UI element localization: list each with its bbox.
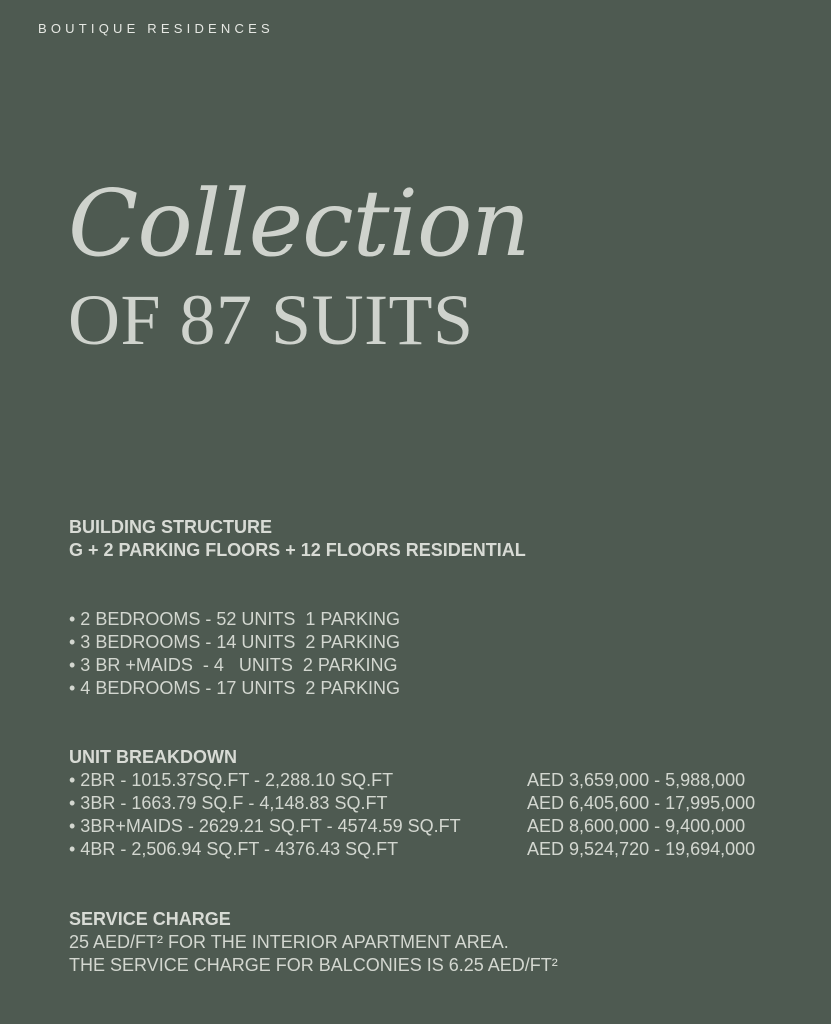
service-charge-section xyxy=(69,908,558,977)
breakdown-row xyxy=(69,769,779,792)
unit-breakdown-section xyxy=(69,746,779,861)
hero-title: OF 87 SUITS xyxy=(68,280,474,360)
brand-label: BOUTIQUE RESIDENCES xyxy=(38,21,274,36)
building-structure-heading: BUILDING STRUCTURE xyxy=(69,517,272,537)
service-charge-heading: SERVICE CHARGE xyxy=(69,909,231,929)
building-structure-detail: G + 2 PARKING FLOORS + 12 FLOORS RESIDENTIAL xyxy=(69,540,526,560)
breakdown-row xyxy=(69,838,779,861)
unit-count-list xyxy=(69,608,400,700)
breakdown-size: • 2BR - 1015.37SQ.FT - 2,288.10 SQ.FT xyxy=(69,770,394,790)
breakdown-price: AED 6,405,600 - 17,995,000 xyxy=(527,793,756,813)
breakdown-row xyxy=(69,792,779,815)
breakdown-size: • 3BR+MAIDS - 2629.21 SQ.FT - 4574.59 SQ.FT xyxy=(69,816,461,836)
list-item: • 3 BR +MAIDS - 4 UNITS 2 PARKING xyxy=(69,655,398,675)
service-charge-balconies: THE SERVICE CHARGE FOR BALCONIES IS 6.25 AED/FT² xyxy=(69,955,558,975)
service-charge-interior: 25 AED/FT² FOR THE INTERIOR APARTMENT AREA. xyxy=(69,932,509,952)
breakdown-price: AED 8,600,000 - 9,400,000 xyxy=(527,816,746,836)
list-item: • 4 BEDROOMS - 17 UNITS 2 PARKING xyxy=(69,678,401,698)
building-structure-section xyxy=(69,516,526,562)
hero-script-title: Collection xyxy=(68,170,530,277)
list-item: • 3 BEDROOMS - 14 UNITS 2 PARKING xyxy=(69,632,401,652)
breakdown-size: • 4BR - 2,506.94 SQ.FT - 4376.43 SQ.FT xyxy=(69,839,399,859)
breakdown-size: • 3BR - 1663.79 SQ.F - 4,148.83 SQ.FT xyxy=(69,793,388,813)
breakdown-price: AED 3,659,000 - 5,988,000 xyxy=(527,770,746,790)
unit-breakdown-heading: UNIT BREAKDOWN xyxy=(69,747,237,767)
list-item: • 2 BEDROOMS - 52 UNITS 1 PARKING xyxy=(69,609,401,629)
breakdown-row xyxy=(69,815,779,838)
breakdown-price: AED 9,524,720 - 19,694,000 xyxy=(527,839,756,859)
